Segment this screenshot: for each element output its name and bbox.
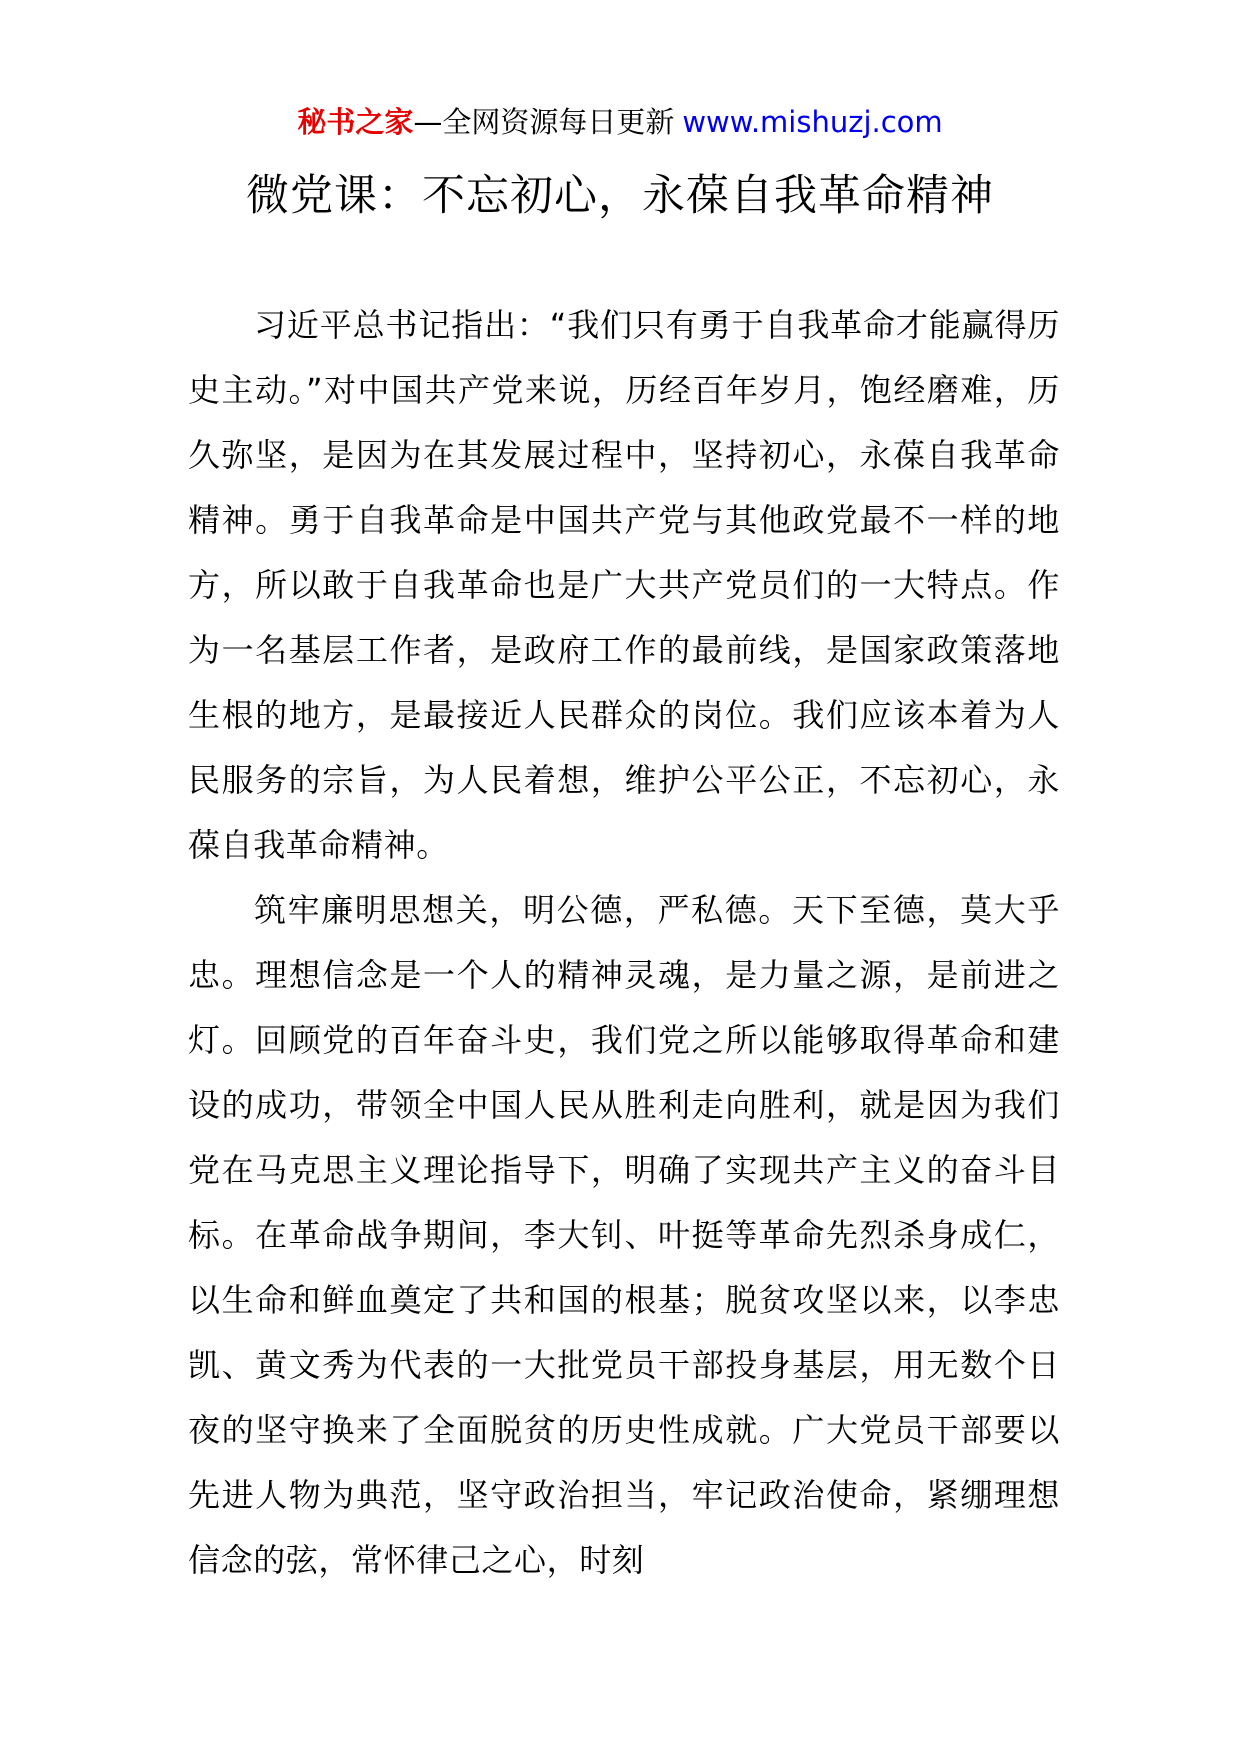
document-body	[188, 293, 1060, 1593]
site-url-link[interactable]: www.mishuzj.com	[682, 105, 943, 139]
body-paragraph: 筑牢廉明思想关，明公德，严私德。天下至德，莫大乎忠。理想信念是一个人的精神灵魂，是力量之源，是前进之灯。回顾党的百年奋斗史，我们党之所以能够取得革命和建设的成功，带领全中国人民从胜利走向胜利，就是因为我们党在马克思主义理论指导下，明确了实现共产主义的奋斗目标。在革命战争期间，李大钊、叶挺等革命先烈杀身成仁，以生命和鲜血奠定了共和国的根基；脱贫攻坚以来，以李忠凯、黄文秀为代表的一大批党员干部投身基层，用无数个日夜的坚守换来了全面脱贫的历史性成就。广大党员干部要以先进人物为典范，坚守政治担当，牢记政治使命，紧绷理想信念的弦，常怀律己之心，时刻	[188, 891, 1060, 1579]
site-tagline: 全网资源每日更新	[442, 105, 675, 139]
body-paragraph: 习近平总书记指出：“我们只有勇于自我革命才能赢得历史主动。”对中国共产党来说，历经百年岁月，饱经磨难，历久弥坚，是因为在其发展过程中，坚持初心，永葆自我革命精神。勇于自我革命是中国共产党与其他政党最不一样的地方，所以敢于自我革命也是广大共产党员们的一大特点。作为一名基层工作者，是政府工作的最前线，是国家政策落地生根的地方，是最接近人民群众的岗位。我们应该本着为人民服务的宗旨，为人民着想，维护公平公正，不忘初心，永葆自我革命精神。	[188, 306, 1060, 864]
site-header	[0, 102, 1240, 142]
header-dash: —	[413, 105, 443, 139]
site-brand: 秘书之家	[297, 105, 414, 139]
document-title: 微党课：不忘初心，永葆自我革命精神	[246, 171, 994, 221]
